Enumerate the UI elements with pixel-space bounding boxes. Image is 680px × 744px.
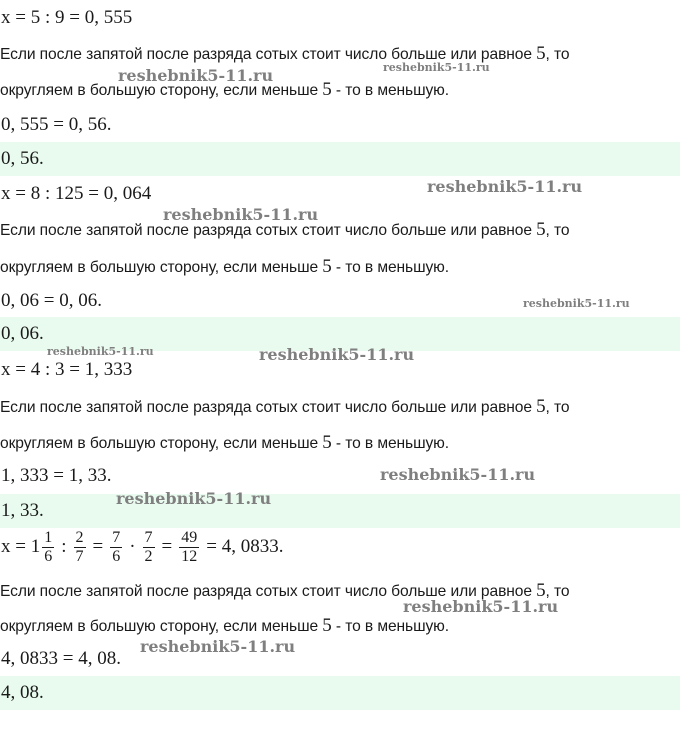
rounding-3: 1, 333 = 1, 33. bbox=[1, 465, 112, 486]
eq4-equals-2: = bbox=[161, 536, 173, 557]
fraction-1-6: $\frac{1}{6}$ bbox=[44, 528, 53, 565]
watermark: reshebnik5-11.ru bbox=[523, 297, 630, 310]
watermark: reshebnik5-11.ru bbox=[140, 637, 296, 656]
watermark: reshebnik5-11.ru bbox=[383, 61, 490, 74]
eq4-colon: : bbox=[61, 536, 67, 557]
watermark: reshebnik5-11.ru bbox=[118, 66, 274, 85]
watermark: reshebnik5-11.ru bbox=[116, 489, 272, 508]
eq4-result: = 4, 0833. bbox=[206, 536, 284, 557]
rule-text-line1: Если после запятой после разряда сотых стоит число больше или равное 5, то bbox=[0, 580, 570, 601]
equation-2: x = 8 : 125 = 0, 064 bbox=[1, 183, 152, 204]
watermark: reshebnik5-11.ru bbox=[427, 177, 583, 196]
rule-text-line2: округляем в большую сторону, если меньше 5 - то в меньшую. bbox=[0, 79, 450, 100]
eq4-dot: · bbox=[129, 536, 136, 557]
answer-3: 1, 33. bbox=[1, 500, 44, 521]
watermark: reshebnik5-11.ru bbox=[47, 345, 154, 358]
rule-text-line1: Если после запятой после разряда сотых стоит число больше или равное 5, то bbox=[0, 43, 570, 64]
rounding-2: 0, 06 = 0, 06. bbox=[1, 290, 102, 311]
rule-text-line1: Если после запятой после разряда сотых стоит число больше или равное 5, то bbox=[0, 219, 570, 240]
rule-text-line2: округляем в большую сторону, если меньше 5 - то в меньшую. bbox=[0, 256, 450, 277]
rounding-4: 4, 0833 = 4, 08. bbox=[1, 648, 121, 669]
rule-text-line2: округляем в большую сторону, если меньше 5 - то в меньшую. bbox=[0, 432, 450, 453]
rule-text-line2: округляем в большую сторону, если меньше 5 - то в меньшую. bbox=[0, 615, 450, 636]
answer-box-1 bbox=[0, 142, 680, 176]
eq4-equals-1: = bbox=[92, 536, 104, 557]
fraction-7-2: $\frac{7}{2}$ bbox=[144, 528, 153, 565]
watermark: reshebnik5-11.ru bbox=[259, 345, 415, 364]
equation-4 bbox=[0, 523, 283, 571]
fraction-2-7: $\frac{2}{7}$ bbox=[75, 528, 84, 565]
eq4-lhs: x = 1 bbox=[1, 536, 41, 557]
answer-2: 0, 06. bbox=[1, 323, 44, 344]
answer-1: 0, 56. bbox=[1, 148, 44, 169]
watermark: reshebnik5-11.ru bbox=[163, 205, 319, 224]
rule-text-line1: Если после запятой после разряда сотых стоит число больше или равное 5, то bbox=[0, 396, 570, 417]
watermark: reshebnik5-11.ru bbox=[380, 465, 536, 484]
answer-box-4 bbox=[0, 676, 680, 710]
equation-1: x = 5 : 9 = 0, 555 bbox=[1, 7, 133, 28]
equation-3: x = 4 : 3 = 1, 333 bbox=[1, 359, 133, 380]
rounding-1: 0, 555 = 0, 56. bbox=[1, 114, 112, 135]
fraction-49-12: $\frac{49}{12}$ bbox=[181, 528, 198, 565]
fraction-7-6: $\frac{7}{6}$ bbox=[112, 528, 121, 565]
answer-4: 4, 08. bbox=[1, 682, 44, 703]
watermark: reshebnik5-11.ru bbox=[403, 597, 559, 616]
